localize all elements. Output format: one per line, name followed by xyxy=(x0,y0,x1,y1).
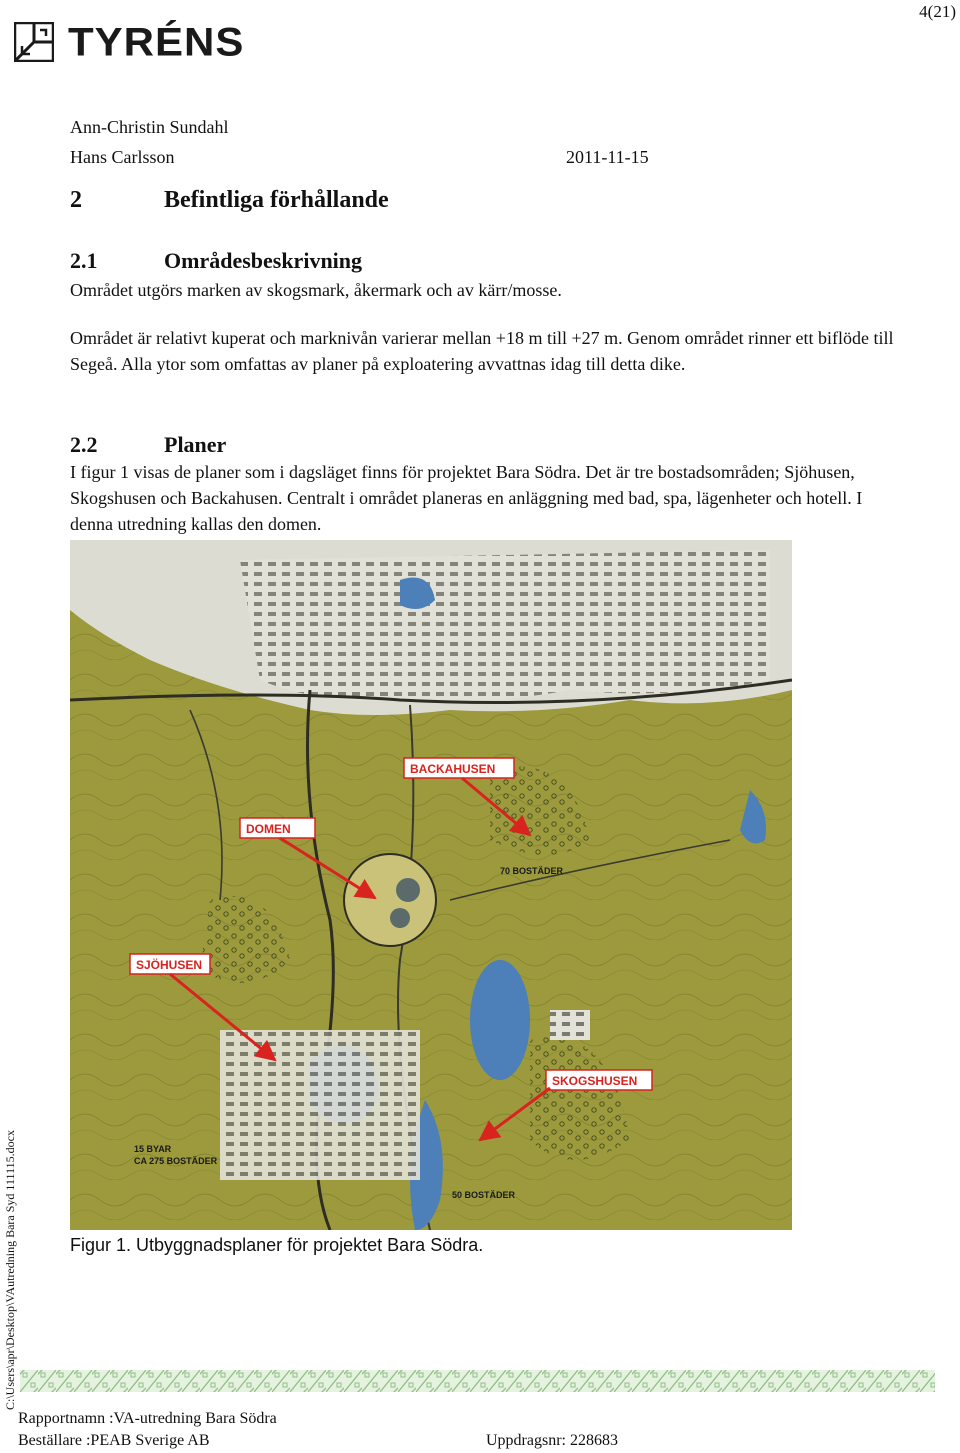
company-logo xyxy=(14,19,245,64)
map-housing xyxy=(220,1030,420,1180)
subsection-title: Områdesbeskrivning xyxy=(164,248,363,273)
document-date: 2011-11-15 xyxy=(566,147,649,167)
label-domen xyxy=(240,818,315,838)
label-50-bostader: 50 BOSTÄDER xyxy=(452,1190,516,1200)
paragraph: Området är relativt kuperat och marknivån varierar mellan +18 m till +27 m. Genom området rinner ett biflöde till Segeå. Alla ytor som omfattas av planer på exploatering avvattnas idag till detta dike. xyxy=(70,328,894,374)
label-15-byar: 15 BYAR xyxy=(134,1144,172,1154)
label-backahusen-text: BACKAHUSEN xyxy=(410,762,496,776)
footer-pattern-band xyxy=(20,1370,935,1392)
subsection-heading xyxy=(70,248,362,274)
footer-report-name: Rapportnamn :VA-utredning Bara Södra xyxy=(18,1410,277,1427)
label-backahusen xyxy=(404,758,514,778)
site-plan-map xyxy=(70,540,792,1230)
paragraph: Området utgörs marken av skogsmark, åkermark och av kärr/mosse. xyxy=(70,280,562,300)
map-housing xyxy=(550,1010,590,1040)
map-lake xyxy=(470,960,530,1080)
label-skogshusen-text: SKOGSHUSEN xyxy=(552,1074,638,1088)
tyrens-logo-icon xyxy=(14,22,54,62)
author-name: Ann-Christin Sundahl xyxy=(70,117,229,137)
map-dome-pool xyxy=(396,878,420,902)
site-plan-image xyxy=(70,540,792,1230)
logo-text: TYRÉNS xyxy=(68,19,245,64)
section-number: 2 xyxy=(70,187,82,213)
section-title: Befintliga förhållande xyxy=(164,187,389,213)
author-name: Hans Carlsson xyxy=(70,147,175,167)
section-heading xyxy=(70,187,389,214)
footer-client: Beställare :PEAB Sverige AB xyxy=(18,1432,210,1449)
map-building-blocks xyxy=(240,550,770,701)
subsection-number: 2.2 xyxy=(70,432,98,457)
label-sjohusen xyxy=(130,954,210,974)
paragraph: I figur 1 visas de planer som i dagsläget finns för projektet Bara Södra. Det är tre bostadsområden; Sjöhusen, Skogshusen och Backahusen. Centralt i området planeras en anläggning med bad, spa, lägenheter och hotell. I denna utredning kallas den domen. xyxy=(70,462,863,534)
figure-caption: Figur 1. Utbyggnadsplaner för projektet Bara Södra. xyxy=(70,1235,484,1255)
subsection-number: 2.1 xyxy=(70,248,98,273)
footer-order-number: Uppdragsnr: 228683 xyxy=(486,1432,618,1449)
label-domen-text: DOMEN xyxy=(246,822,291,836)
label-70-bostader: 70 BOSTÄDER xyxy=(500,866,564,876)
label-275-bostader: CA 275 BOSTÄDER xyxy=(134,1156,218,1166)
map-dome-pool xyxy=(390,908,410,928)
label-sjohusen-text: SJÖHUSEN xyxy=(136,958,203,972)
subsection-title: Planer xyxy=(164,432,227,457)
label-skogshusen xyxy=(546,1070,652,1090)
map-dome-site xyxy=(344,854,436,946)
document-file-path: C:\Users\apr\Desktop\VAutredning Bara Syd 111115.docx xyxy=(3,1130,17,1410)
page-number: 4(21) xyxy=(919,2,956,21)
subsection-heading xyxy=(70,432,226,458)
